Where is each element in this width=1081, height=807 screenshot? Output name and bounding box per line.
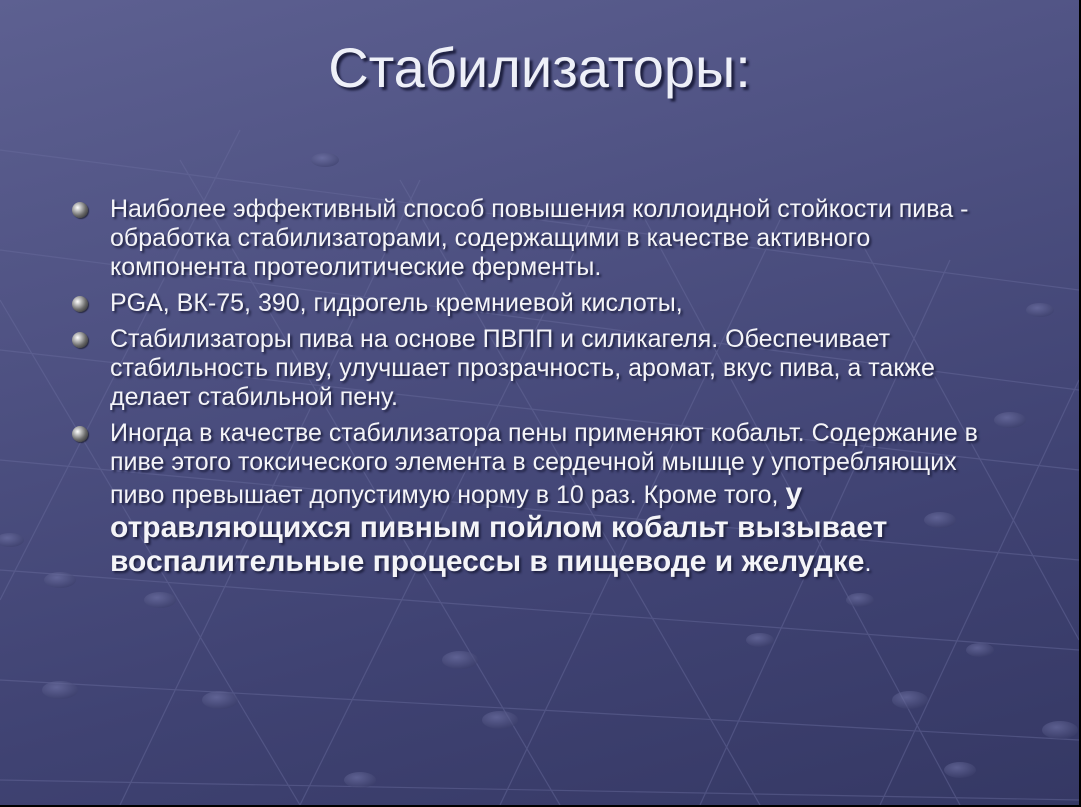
bullet-item (72, 195, 1012, 282)
sphere-bullet-icon (72, 426, 88, 442)
bullet-text: Наиболее эффективный способ повышения коллоидной стойкости пива - обработка стабилизаторами, содержащими в качестве активного компонента протеолитические ферменты. (110, 195, 969, 281)
bullet-text-tail: . (864, 549, 872, 577)
bullet-list (72, 195, 1012, 586)
bullet-text: Стабилизаторы пива на основе ПВПП и силикагеля. Обеспечивает стабильность пиву, улучшает прозрачность, аромат, вкус пива, а также делает стабильной пену. (110, 325, 935, 411)
sphere-bullet-icon (72, 202, 88, 218)
bullet-item (72, 419, 1012, 579)
slide-title: Стабилизаторы: (328, 36, 751, 99)
bullet-text: Иногда в качестве стабилизатора пены применяют кобальт. Содержание в пиве этого токсического элемента в сердечной мышце у употребляющих пиво превышает допустимую норму в 10 раз. Кроме того, (110, 419, 978, 509)
sphere-bullet-icon (72, 332, 88, 348)
bullet-text: PGA, ВК-75, 390, гидрогель кремниевой кислоты, (110, 289, 683, 317)
bullet-text-emphasis: у отравляющихся пивным пойлом кобальт вызывает воспалительные процессы в пищеводе и желудке (110, 477, 888, 578)
bullet-item (72, 289, 1012, 318)
bullet-item (72, 325, 1012, 412)
sphere-bullet-icon (72, 296, 88, 312)
